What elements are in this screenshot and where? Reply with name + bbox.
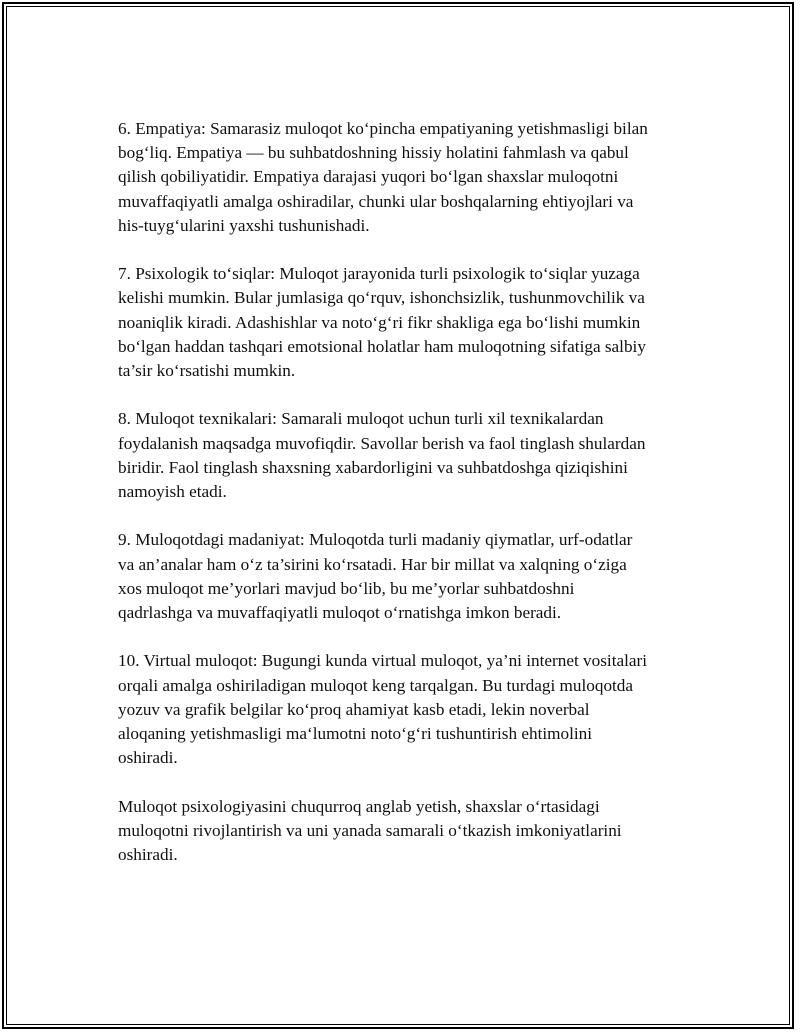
paragraph-virtual-communication: 10. Virtual muloqot: Bugungi kunda virtual muloqot, ya’ni internet vositalari orqali amalga oshiriladigan muloqot keng tarqalgan. Bu turdagi muloqotda yozuv va grafik belgilar ko‘proq ahamiyat kasb etadi, lekin noverbal aloqaning yetishmasligi ma‘lumotni noto‘g‘ri tushuntirish ehtimolini oshiradi.	[118, 651, 648, 768]
paragraph-communication-techniques: 8. Muloqot texnikalari: Samarali muloqot uchun turli xil texnikalardan foydalanish maqsadga muvofiqdir. Savollar berish va faol tinglash shulardan biridir. Faol tinglash shaxsning xabardorligini va suhbatdoshga qiziqishini namoyish etadi.	[118, 409, 646, 502]
paragraph-conclusion: Muloqot psixologiyasini chuqurroq anglab yetish, shaxslar o‘rtasidagi muloqotni rivojlantirish va uni yanada samarali o‘tkazish imkoniyatlarini oshiradi.	[118, 796, 622, 865]
paragraph-communication-culture: 9. Muloqotdagi madaniyat: Muloqotda turli madaniy qiymatlar, urf-odatlar va an’analar ham o‘z ta’sirini ko‘rsatadi. Har bir millat va xalqning o‘ziga xos muloqot me’yorlari mavjud bo‘lib, bu me’yorlar suhbatdoshni qadrlashga va muvaffaqiyatli muloqot o‘rnatishga imkon beradi.	[118, 530, 633, 623]
paragraph-empathy: 6. Empatiya: Samarasiz muloqot ko‘pincha empatiyaning yetishmasligi bilan bog‘liq. Empatiya — bu suhbatdoshning hissiy holatini fahmlash va qabul qilish qobiliyatidir. Empatiya darajasi yuqori bo‘lgan shaxslar muloqotni muvaffaqiyatli amalga oshiradilar, chunki ular boshqalarning ehtiyojlari va his-tuyg‘ularini yaxshi tushunishadi.	[118, 119, 648, 235]
paragraph-psychological-barriers: 7. Psixologik to‘siqlar: Muloqot jarayonida turli psixologik to‘siqlar yuzaga kelishi mumkin. Bular jumlasiga qo‘rquv, ishonchsizlik, tushunmovchilik va noaniqlik kiradi. Adashishlar va noto‘g‘ri fikr shakliga ega bo‘lishi mumkin bo‘lgan haddan tashqari emotsional holatlar ham muloqotning sifatiga salbiy ta’sir ko‘rsatishi mumkin.	[118, 264, 646, 381]
document-body	[118, 117, 698, 891]
